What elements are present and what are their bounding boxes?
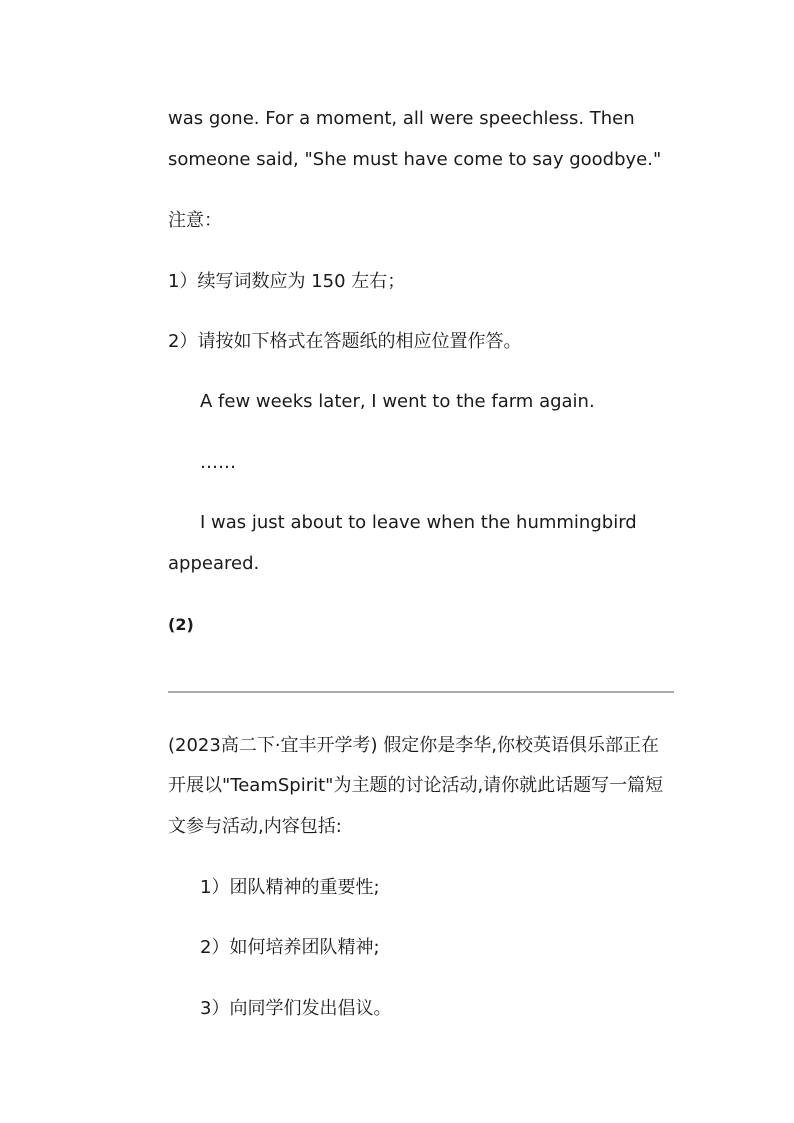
notes-item-2: 2）请按如下格式在答题纸的相应位置作答。 [168, 331, 522, 352]
passage-line-2: someone said, "She must have come to say goodbye." [168, 149, 662, 170]
passage-line-1: was gone. For a moment, all were speechless. Then [168, 108, 635, 129]
format-paragraph-1: A few weeks later, I went to the farm again. [200, 391, 595, 412]
task-point-1: 1）团队精神的重要性; [200, 877, 380, 898]
task-point-3: 3）向同学们发出倡议。 [200, 998, 392, 1019]
task-line-2: 开展以"TeamSpirit"为主题的讨论活动,请你就此话题写一篇短 [168, 775, 664, 796]
format-ellipsis: …… [200, 452, 236, 473]
task-line-1: (2023高二下·宜丰开学考) 假定你是李华,你校英语俱乐部正在 [168, 735, 660, 756]
format-paragraph-2-line-1: I was just about to leave when the hummingbird [200, 512, 637, 533]
section-divider [168, 691, 674, 693]
question-number: (2) [168, 615, 194, 634]
task-line-3: 文参与活动,内容包括: [168, 816, 342, 837]
format-paragraph-2-line-2: appeared. [168, 553, 260, 574]
task-point-2: 2）如何培养团队精神; [200, 937, 380, 958]
notes-item-1: 1）续写词数应为 150 左右； [168, 271, 406, 292]
notes-title: 注意： [168, 210, 222, 231]
